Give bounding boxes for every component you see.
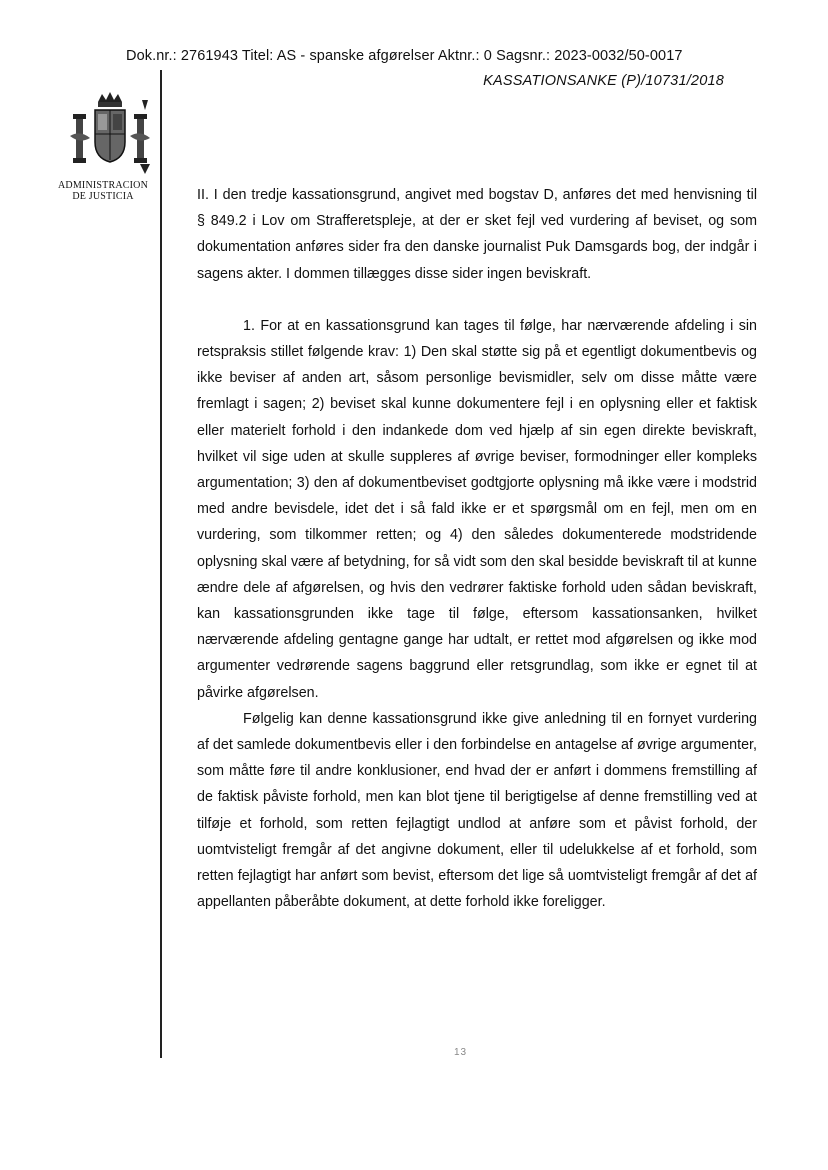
page-number: 13	[454, 1047, 468, 1058]
seal-caption-line1: ADMINISTRACION	[57, 180, 149, 191]
document-body	[197, 182, 757, 915]
paragraph-1: 1. For at en kassationsgrund kan tages til følge, har nærværende afdeling i sin retspraksis stillet følgende krav: 1) Den skal støtte sig på et egentligt dokumentbevis og ikke beviser af anden art, såsom personlige bevismidler, selv om disse måtte være fremlagt i sagen; 2) beviset skal kunne dokumentere fejl i en oplysning eller et faktisk eller materielt forhold i den indankede dom ved hjælp af sin egen direkte beviskraft, hvilket vil sige uden at skulle suppleres af øvrige beviser, formodninger eller kompleks argumentation; 3) den af dokumentbeviset godtgjorte oplysning må ikke være i modstrid med andre bevisdele, idet det i så fald ikke er et spørgsmål om en fejl, men om en vurdering, som tilkommer retten; og 4) den således dokumenterede modstridende oplysning skal være af betydning, for så vidt som den skal besidde beviskraft til at kunne ændre dele af afgørelsen, og hvis den vedrører faktiske forhold uden sådan beviskraft, kan kassationsgrunden ikke tage til følge, eftersom kassationsanken, hvilket nærværende afdeling gentagne gange har udtalt, er rettet mod afgørelsen og ikke mod argumenter vedrørende sagens baggrund eller retsgrundlag, som ikke er egnet til at påvirke afgørelsen.	[197, 317, 757, 701]
paragraph-2: Følgelig kan denne kassationsgrund ikke give anledning til en fornyet vurdering af det samlede dokumentbevis eller i den forbindelse en antagelse af øvrige argumenter, som måtte føre til andre konklusioner, end hvad der er anført i dommens fremstilling af de faktisk påviste forhold, men kan blot tjene til berigtigelse af denne fremstilling ved at tilføje et forhold, som retten fejlagtigt undlod at anføre som et påvist forhold, der uomtvisteligt fremgår af det angivne dokument, eller til udelukkelse af et forhold, som retten fejlagtigt har anført som bevist, eftersom det lige så uomtvisteligt fremgår af det af appellanten påberåbte dokument, at dette forhold ikke foreligger.	[197, 710, 757, 911]
document-header-meta: Dok.nr.: 2761943 Titel: AS - spanske afgørelser Aktnr.: 0 Sagsnr.: 2023-0032/50-0017	[126, 48, 683, 64]
seal-caption	[50, 180, 156, 202]
paragraph-ii: II. I den tredje kassationsgrund, angivet med bogstav D, anføres det med henvisning til § 849.2 i Lov om Strafferetspleje, at der er sket fejl ved vurdering af beviset, og som dokumentation anføres sider fra den danske journalist Puk Damsgards bog, der indgår i sagens akter. I dommen tillægges disse sider ingen beviskraft.	[197, 187, 757, 282]
margin-rule	[160, 70, 162, 1058]
seal-caption-line2: DE JUSTICIA	[72, 191, 134, 202]
case-reference: KASSATIONSANKE (P)/10731/2018	[483, 73, 724, 89]
